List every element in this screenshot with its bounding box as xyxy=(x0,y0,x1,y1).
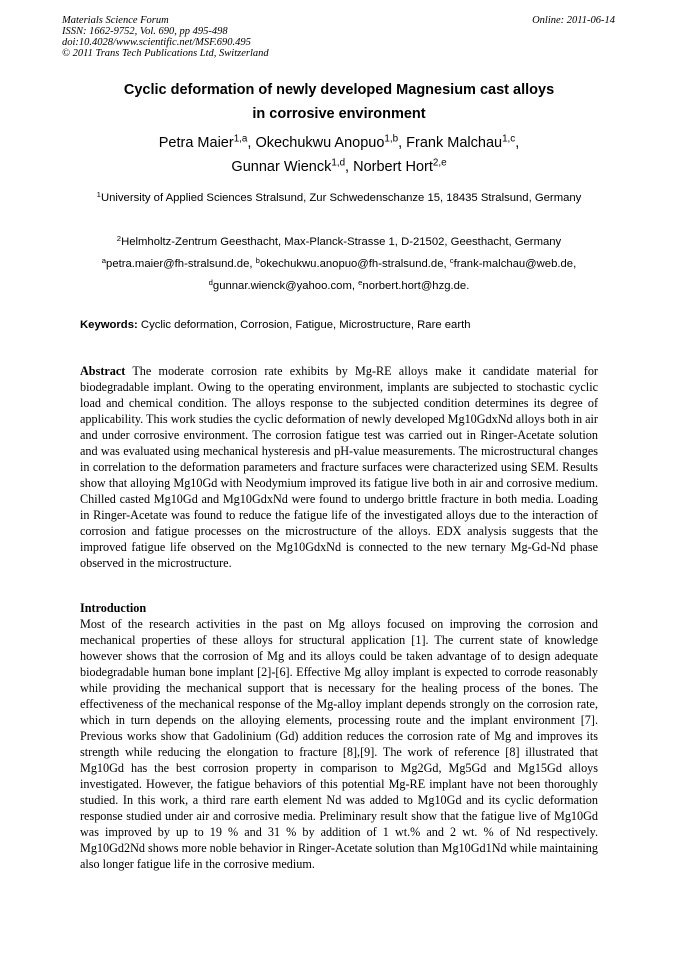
email-sup: a xyxy=(101,255,107,265)
affiliation-2 xyxy=(40,231,638,253)
author-sup: 2,e xyxy=(432,157,447,169)
author-name: Frank Malchau xyxy=(406,135,503,151)
keywords-label: Keywords: xyxy=(80,319,138,331)
journal-name: Materials Science Forum xyxy=(62,15,169,26)
author-sep: , xyxy=(398,135,407,151)
journal-issn: ISSN: 1662-9752, Vol. 690, pp 495-498 xyxy=(62,26,228,37)
email-link[interactable]: frank-malchau@web.de, xyxy=(453,258,577,270)
author-list xyxy=(40,131,638,179)
introduction-text: Most of the research activities in the past on Mg alloys focused on improving the corrosion and mechanical properties of these alloys for structural application [1]. The current state of knowledge however shows that the corrosion of Mg and its alloys could be taken advantage of to design adequate biodegradable human bone implant [2]-[6]. Effective Mg alloy implant is expected to corrode reasonably while providing the mechanical support that is necessary for the healing process of the bones. The effectiveness of the mechanical response of the Mg-alloy implant depends strongly on the corrosion rate, which in turn depends on the alloying elements, processing route and the implant environment [7]. Previous works show that Gadolinium (Gd) addition reduces the corrosion rate of Mg and improves its strength while reducing the elongation to fracture [8],[9]. The work of reference [8] illustrated that Mg10Gd has the best corrosion property in comparison to Mg2Gd, Mg5Gd and Mg15Gd alloys investigated. However, the fatigue behaviors of this potential Mg-RE implant have not been thoroughly studied. In this work, a third rare earth element Nd was added to Mg10Gd and its cyclic deformation response studied under air and corrosive media. Preliminary result show that the fatigue live of Mg10Gd was improved by up to 19 % and 31 % by addition of 1 wt.% and 2 wt. % of Nd respectively. Mg10Gd2Nd shows more noble behavior in Ringer-Acetate solution than Mg10Gd1Nd while maintaining also longer fatigue life in the corrosive medium. xyxy=(80,617,598,871)
email-link[interactable]: norbert.hort@hzg.de. xyxy=(362,280,470,292)
author-emails xyxy=(40,253,638,297)
email-sup: e xyxy=(358,277,363,287)
email-sup: c xyxy=(449,255,454,265)
author-sep: , xyxy=(515,135,520,151)
email-sup: d xyxy=(208,277,213,287)
title-line-1: Cyclic deformation of newly developed Magnesium cast alloys xyxy=(123,82,555,98)
online-date: Online: 2011-06-14 xyxy=(532,15,615,26)
email-link[interactable]: petra.maier@fh-stralsund.de, xyxy=(106,258,256,270)
paper-title xyxy=(40,78,638,126)
email-sup: b xyxy=(255,255,260,265)
author-sep: , xyxy=(247,135,256,151)
affiliation-1 xyxy=(40,187,638,209)
abstract-label: Abstract xyxy=(80,364,126,378)
abstract xyxy=(80,363,598,571)
author-sep: , xyxy=(345,159,354,175)
journal-doi: doi:10.4028/www.scientific.net/MSF.690.495 xyxy=(62,37,251,48)
author-name: Norbert Hort xyxy=(353,159,433,175)
affiliation-text: Helmholtz-Zentrum Geesthacht, Max-Planck-Strasse 1, D-21502, Geesthacht, Germany xyxy=(121,236,562,248)
introduction-heading: Introduction xyxy=(80,601,147,615)
author-sup: 1,b xyxy=(384,133,399,145)
affiliation-text: University of Applied Sciences Stralsund, Zur Schwedenschanze 15, 18435 Stralsund, Germany xyxy=(100,192,582,204)
journal-header xyxy=(62,15,269,59)
affiliation-sup: 1 xyxy=(96,189,101,199)
author-sup: 1,a xyxy=(233,133,248,145)
keywords-text: Cyclic deformation, Corrosion, Fatigue, Microstructure, Rare earth xyxy=(137,319,471,331)
email-link[interactable]: okechukwu.anopuo@fh-stralsund.de, xyxy=(259,258,450,270)
email-link[interactable]: gunnar.wienck@yahoo.com, xyxy=(212,280,359,292)
author-line-2 xyxy=(40,155,638,179)
author-name: Petra Maier xyxy=(158,135,234,151)
abstract-text: The moderate corrosion rate exhibits by Mg-RE alloys make it candidate material for biodegradable implant. Owing to the operating environment, implants are subjected to stochastic cyclic load and chemical condition. The alloys response to the subjected condition determines its degree of applicability. This work studies the cyclic deformation of newly developed Mg10GdxNd alloys both in air and under corrosive environment. The corrosion fatigue test was carried out in Ringer-Acetate solution and was evaluated using mechanical hysteresis and pH-value measurements. The microstructural changes in correlation to the deformation parameters and fracture surfaces were characterized using SEM. Results show that alloying Mg10Gd with Neodymium improved its fatigue live both in air and corrosive medium. Chilled casted Mg10Gd and Mg10GdxNd were found to undergo brittle fracture in both media. Loading in Ringer-Acetate was found to reduce the fatigue life of the investigated alloys due to the interaction of corrosion and fatigue processes on the microstructure of the alloys. EDX analysis suggests that the improved fatigue life observed on the Mg10GdxNd is connected to the new ternary Mg-Gd-Nd phase observed in the microstructure. xyxy=(80,364,598,570)
author-name: Gunnar Wienck xyxy=(231,159,332,175)
keywords xyxy=(80,318,598,332)
author-line-1 xyxy=(40,131,638,155)
author-name: Okechukwu Anopuo xyxy=(255,135,385,151)
affiliation-sup: 2 xyxy=(116,233,122,243)
author-sup: 1,d xyxy=(331,157,346,169)
journal-copyright: © 2011 Trans Tech Publications Ltd, Switzerland xyxy=(62,48,269,59)
author-sup: 1,c xyxy=(502,133,516,145)
title-line-2: in corrosive environment xyxy=(252,106,426,122)
